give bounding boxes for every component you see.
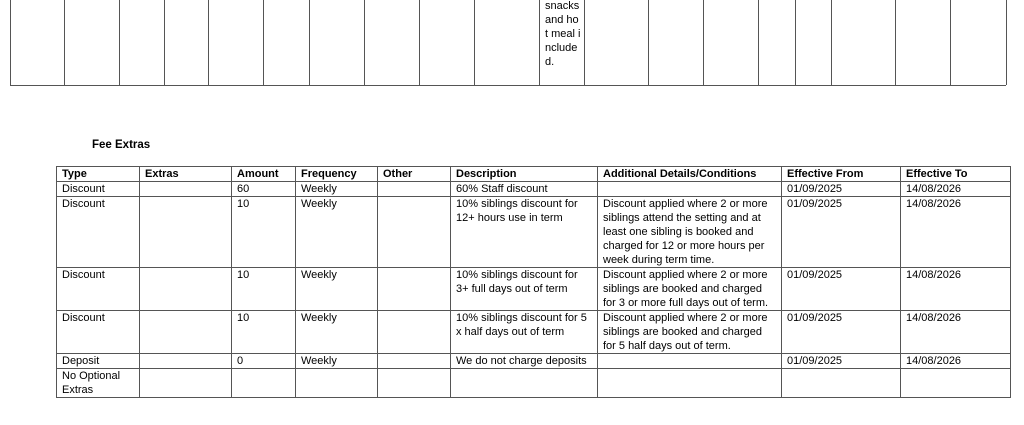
cell-effective-from	[782, 369, 901, 398]
cell-other	[378, 354, 451, 369]
cell-description	[451, 369, 598, 398]
table-row	[57, 182, 1011, 197]
column-divider	[795, 0, 796, 85]
cell-frequency: Weekly	[296, 354, 378, 369]
header-description: Description	[451, 167, 598, 182]
cell-effective-to	[901, 369, 1011, 398]
column-divider	[208, 0, 209, 85]
table-row	[57, 197, 1011, 268]
cell-frequency: Weekly	[296, 182, 378, 197]
column-divider	[263, 0, 264, 85]
cell-details	[598, 369, 782, 398]
cell-description: 60% Staff discount	[451, 182, 598, 197]
cell-effective-from: 01/09/2025	[782, 268, 901, 311]
cell-details	[598, 354, 782, 369]
column-divider	[703, 0, 704, 85]
column-divider	[584, 0, 585, 85]
header-effective-from: Effective From	[782, 167, 901, 182]
header-other: Other	[378, 167, 451, 182]
cell-effective-from: 01/09/2025	[782, 354, 901, 369]
cell-type: No Optional Extras	[57, 369, 140, 398]
cell-description: 10% siblings discount for 5 x half days out of term	[451, 311, 598, 354]
cell-extras	[140, 369, 232, 398]
cell-description: 10% siblings discount for 3+ full days out of term	[451, 268, 598, 311]
column-divider	[831, 0, 832, 85]
fee-extras-table	[56, 166, 1011, 398]
cell-other	[378, 182, 451, 197]
table-row	[57, 311, 1011, 354]
column-divider	[758, 0, 759, 85]
cell-effective-from: 01/09/2025	[782, 182, 901, 197]
cell-amount: 60	[232, 182, 296, 197]
header-effective-to: Effective To	[901, 167, 1011, 182]
cell-extras	[140, 197, 232, 268]
cell-other	[378, 197, 451, 268]
cell-frequency	[296, 369, 378, 398]
column-divider	[474, 0, 475, 85]
cell-type: Discount	[57, 182, 140, 197]
column-divider	[895, 0, 896, 85]
column-divider	[419, 0, 420, 85]
cell-type: Discount	[57, 268, 140, 311]
cell-effective-to: 14/08/2026	[901, 182, 1011, 197]
cell-type: Discount	[57, 197, 140, 268]
header-type: Type	[57, 167, 140, 182]
column-divider	[539, 0, 540, 85]
header-amount: Amount	[232, 167, 296, 182]
cell-effective-to: 14/08/2026	[901, 197, 1011, 268]
cell-details	[598, 182, 782, 197]
cell-description: 10% siblings discount for 12+ hours use in term	[451, 197, 598, 268]
column-divider	[164, 0, 165, 85]
cell-details: Discount applied where 2 or more siblings attend the setting and at least one sibling is booked and charged for 12 or more hours per week during term time.	[598, 197, 782, 268]
fee-extras-heading: Fee Extras	[92, 139, 151, 151]
cell-type: Deposit	[57, 354, 140, 369]
cell-other	[378, 268, 451, 311]
header-extras: Extras	[140, 167, 232, 182]
column-divider	[1006, 0, 1007, 85]
cell-effective-to: 14/08/2026	[901, 311, 1011, 354]
cell-frequency: Weekly	[296, 197, 378, 268]
table-row	[57, 369, 1011, 398]
cell-effective-to: 14/08/2026	[901, 354, 1011, 369]
cell-extras	[140, 311, 232, 354]
cell-type: Discount	[57, 311, 140, 354]
cell-frequency: Weekly	[296, 311, 378, 354]
cell-other	[378, 311, 451, 354]
column-divider	[364, 0, 365, 85]
table-row	[57, 268, 1011, 311]
cell-extras	[140, 354, 232, 369]
column-divider	[64, 0, 65, 85]
cell-effective-from: 01/09/2025	[782, 311, 901, 354]
meal-note: snacks and hot meal included.	[545, 0, 581, 68]
column-divider	[309, 0, 310, 85]
header-frequency: Frequency	[296, 167, 378, 182]
cell-extras	[140, 268, 232, 311]
cell-description: We do not charge deposits	[451, 354, 598, 369]
cell-frequency: Weekly	[296, 268, 378, 311]
table-header-row	[57, 167, 1011, 182]
cell-amount	[232, 369, 296, 398]
column-divider	[648, 0, 649, 85]
column-divider	[119, 0, 120, 85]
table-row	[57, 354, 1011, 369]
cell-effective-from: 01/09/2025	[782, 197, 901, 268]
cell-extras	[140, 182, 232, 197]
cell-details: Discount applied where 2 or more siblings are booked and charged for 5 half days out of term.	[598, 311, 782, 354]
cell-effective-to: 14/08/2026	[901, 268, 1011, 311]
column-divider	[950, 0, 951, 85]
cell-amount: 0	[232, 354, 296, 369]
cell-amount: 10	[232, 268, 296, 311]
previous-table-fragment	[10, 0, 1006, 86]
header-additional-details: Additional Details/Conditions	[598, 167, 782, 182]
cell-other	[378, 369, 451, 398]
cell-amount: 10	[232, 197, 296, 268]
cell-amount: 10	[232, 311, 296, 354]
cell-details: Discount applied where 2 or more siblings are booked and charged for 3 or more full days out of term.	[598, 268, 782, 311]
